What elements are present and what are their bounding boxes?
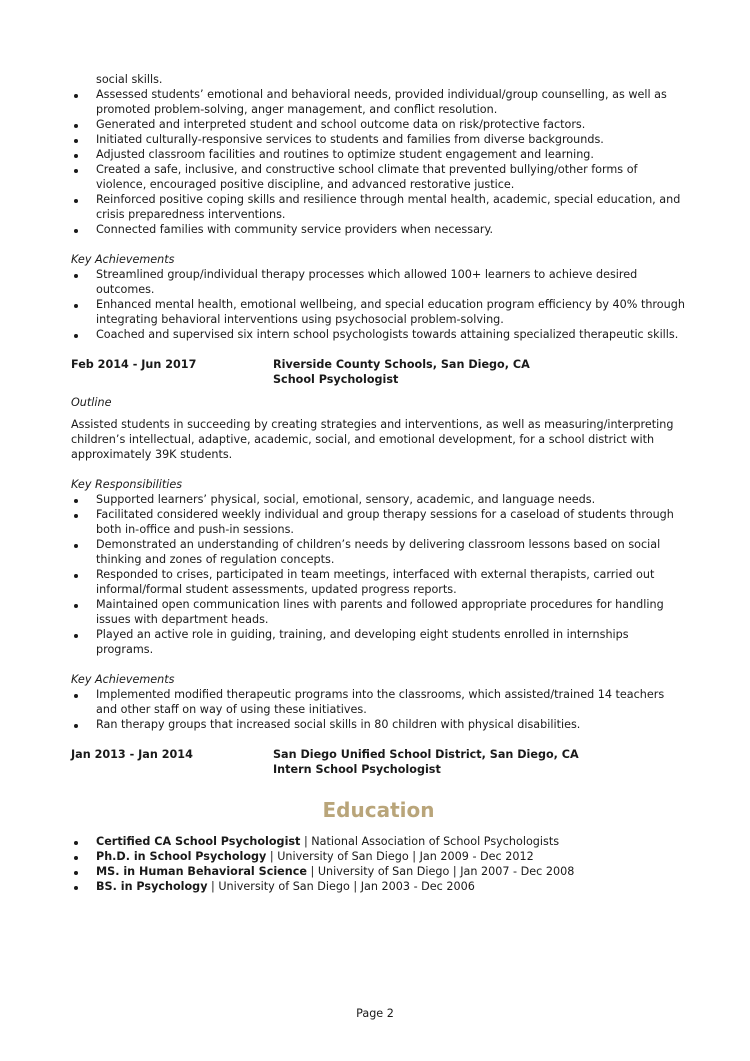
- degree-details: | University of San Diego | Jan 2009 - Dec 2012: [266, 850, 534, 863]
- prev-achievements-list: [71, 267, 686, 342]
- education-item: [71, 864, 686, 879]
- education-list: [71, 834, 686, 894]
- list-item: Adjusted classroom facilities and routines to optimize student engagement and learning.: [71, 147, 686, 162]
- job2-responsibilities-list: [71, 492, 686, 657]
- list-item: Generated and interpreted student and school outcome data on risk/protective factors.: [71, 117, 686, 132]
- list-item: Assessed students’ emotional and behavioral needs, provided individual/group counselling, as well as promoted problem-solving, anger management, and conflict resolution.: [71, 87, 686, 117]
- job-organization: Riverside County Schools, San Diego, CA: [273, 358, 530, 371]
- list-item: Reinforced positive coping skills and resilience through mental health, academic, special education, and crisis preparedness interventions.: [71, 192, 686, 222]
- list-item: Supported learners’ physical, social, emotional, sensory, academic, and language needs.: [71, 492, 686, 507]
- degree-details: | University of San Diego | Jan 2003 - Dec 2006: [207, 880, 475, 893]
- list-item: Enhanced mental health, emotional wellbeing, and special education program efficiency by 40% through integrating behavioral interventions using psychosocial problem-solving.: [71, 297, 686, 327]
- list-item: Played an active role in guiding, training, and developing eight students enrolled in internships programs.: [71, 627, 686, 657]
- list-item: Connected families with community service providers when necessary.: [71, 222, 686, 237]
- degree-name: MS. in Human Behavioral Science: [96, 865, 307, 878]
- list-item: Demonstrated an understanding of children’s needs by delivering classroom lessons based on social thinking and zones of regulation concepts.: [71, 537, 686, 567]
- degree-name: BS. in Psychology: [96, 880, 208, 893]
- job-title: Intern School Psychologist: [273, 763, 441, 776]
- job-title: School Psychologist: [273, 373, 399, 386]
- job-entry-riverside: [71, 357, 686, 387]
- achievements-label: Key Achievements: [71, 673, 175, 686]
- job-dates: Feb 2014 - Jun 2017: [71, 358, 197, 371]
- education-item: [71, 879, 686, 894]
- outline-label: Outline: [71, 396, 112, 409]
- resume-page: [71, 72, 686, 894]
- list-item: Facilitated considered weekly individual and group therapy sessions for a caseload of students through both in-office and push-in sessions.: [71, 507, 686, 537]
- list-item: Maintained open communication lines with parents and followed appropriate procedures for handling issues with department heads.: [71, 597, 686, 627]
- list-item: Responded to crises, participated in team meetings, interfaced with external therapists, carried out informal/formal student assessments, updated progress reports.: [71, 567, 686, 597]
- continued-text: social skills.: [96, 73, 163, 86]
- list-item: Initiated culturally-responsive services to students and families from diverse backgrounds.: [71, 132, 686, 147]
- list-item: Streamlined group/individual therapy processes which allowed 100+ learners to achieve desired outcomes.: [71, 267, 686, 297]
- job2-achievements-list: [71, 687, 686, 732]
- job-dates: Jan 2013 - Jan 2014: [71, 748, 193, 761]
- education-item: [71, 834, 686, 849]
- job-entry-san-diego-unified: [71, 747, 686, 777]
- list-item: Created a safe, inclusive, and constructive school climate that prevented bullying/other forms of violence, encouraged positive discipline, and advanced restorative justice.: [71, 162, 686, 192]
- responsibilities-label: Key Responsibilities: [71, 478, 183, 491]
- prev-responsibilities-list: [71, 87, 686, 237]
- degree-details: | National Association of School Psychologists: [300, 835, 560, 848]
- degree-details: | University of San Diego | Jan 2007 - Dec 2008: [306, 865, 575, 878]
- degree-name: Certified CA School Psychologist: [96, 835, 301, 848]
- job-organization: San Diego Unified School District, San Diego, CA: [273, 748, 579, 761]
- education-item: [71, 849, 686, 864]
- list-item: Implemented modified therapeutic programs into the classrooms, which assisted/trained 14 teachers and other staff on way of using these initiatives.: [71, 687, 686, 717]
- achievements-label: Key Achievements: [71, 253, 175, 266]
- page-number: Page 2: [356, 1007, 394, 1020]
- outline-text: Assisted students in succeeding by creating strategies and interventions, as well as measuring/interpreting children’s intellectual, adaptive, academic, social, and emotional development, for a school district with approximately 39K students.: [71, 418, 674, 461]
- degree-name: Ph.D. in School Psychology: [96, 850, 267, 863]
- education-heading: Education: [322, 798, 435, 822]
- list-item: Coached and supervised six intern school psychologists towards attaining specialized therapeutic skills.: [71, 327, 686, 342]
- list-item: Ran therapy groups that increased social skills in 80 children with physical disabilities.: [71, 717, 686, 732]
